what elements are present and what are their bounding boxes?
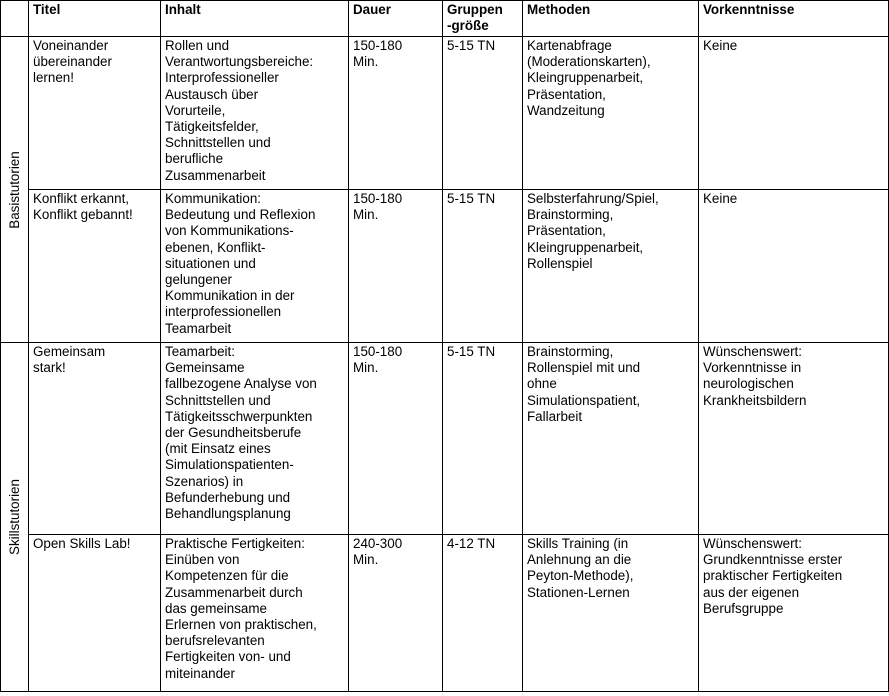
cell-methoden: Kartenabfrage (Moderationskarten), Kleingruppenarbeit, Präsentation, Wandzeitung <box>523 37 699 190</box>
cell-inhalt: Kommunikation: Bedeutung und Reflexion von Kommunikations- ebenen, Konflikt- situationen und gelungener Kommunikation in der interprofessionellen Teamarbeit <box>161 190 349 343</box>
header-category <box>1 1 29 37</box>
header-vorkenntnisse: Vorkenntnisse <box>699 1 889 37</box>
header-inhalt: Inhalt <box>161 1 349 37</box>
category-label: Skillstutorien <box>6 479 22 555</box>
header-dauer: Dauer <box>349 1 443 37</box>
cell-titel: Gemeinsam stark! <box>29 343 161 535</box>
header-gruppengroesse: Gruppen -größe <box>443 1 523 37</box>
cell-inhalt: Praktische Fertigkeiten: Einüben von Kompetenzen für die Zusammenarbeit durch das gemeinsame Erlernen von praktischen, berufsrelevanten Fertigkeiten von- und miteinander <box>161 535 349 692</box>
header-titel: Titel <box>29 1 161 37</box>
cell-gruppe: 5-15 TN <box>443 37 523 190</box>
cell-vorkenntnisse: Wünschenswert: Grundkenntnisse erster praktischer Fertigkeiten aus der eigenen Berufsgruppe <box>699 535 889 692</box>
category-cell-skillstutorien <box>1 343 29 692</box>
cell-titel: Open Skills Lab! <box>29 535 161 692</box>
table-row <box>1 190 889 343</box>
cell-vorkenntnisse: Keine <box>699 37 889 190</box>
cell-methoden: Brainstorming, Rollenspiel mit und ohne Simulationspatient, Fallarbeit <box>523 343 699 535</box>
cell-dauer: 240-300 Min. <box>349 535 443 692</box>
cell-vorkenntnisse: Keine <box>699 190 889 343</box>
header-methoden: Methoden <box>523 1 699 37</box>
cell-inhalt: Teamarbeit: Gemeinsame fallbezogene Analyse von Schnittstellen und Tätigkeitsschwerpunkten der Gesundheitsberufe (mit Einsatz eines Simulationspatienten- Szenarios) in Befunderhebung und Behandlungsplanung <box>161 343 349 535</box>
cell-gruppe: 4-12 TN <box>443 535 523 692</box>
cell-methoden: Skills Training (in Anlehnung an die Peyton-Methode), Stationen-Lernen <box>523 535 699 692</box>
table-row <box>1 535 889 692</box>
category-cell-basistutorien <box>1 37 29 343</box>
cell-titel: Konflikt erkannt, Konflikt gebannt! <box>29 190 161 343</box>
cell-dauer: 150-180 Min. <box>349 343 443 535</box>
cell-gruppe: 5-15 TN <box>443 343 523 535</box>
cell-gruppe: 5-15 TN <box>443 190 523 343</box>
cell-inhalt: Rollen und Verantwortungsbereiche: Interprofessioneller Austausch über Vorurteile, Tätigkeitsfelder, Schnittstellen und berufliche Zusammenarbeit <box>161 37 349 190</box>
cell-methoden: Selbsterfahrung/Spiel, Brainstorming, Präsentation, Kleingruppenarbeit, Rollenspiel <box>523 190 699 343</box>
cell-vorkenntnisse: Wünschenswert: Vorkenntnisse in neurologischen Krankheitsbildern <box>699 343 889 535</box>
cell-titel: Voneinander übereinander lernen! <box>29 37 161 190</box>
cell-dauer: 150-180 Min. <box>349 190 443 343</box>
table-row <box>1 343 889 535</box>
cell-dauer: 150-180 Min. <box>349 37 443 190</box>
table-row <box>1 37 889 190</box>
category-label: Basistutorien <box>6 150 22 229</box>
header-row <box>1 1 889 37</box>
